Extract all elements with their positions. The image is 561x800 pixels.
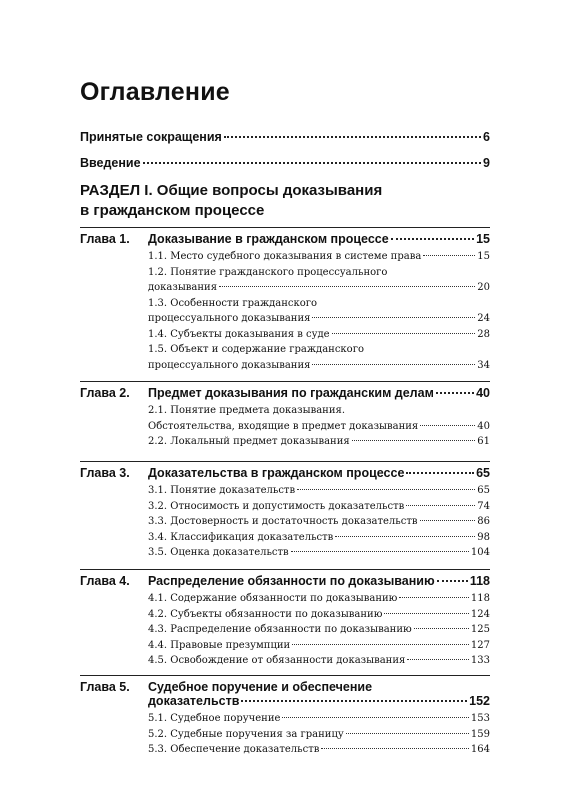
chapter-page: 118 xyxy=(469,574,490,588)
chapter-heading[interactable] xyxy=(80,574,490,588)
subsection-page: 86 xyxy=(477,516,490,527)
leader-dots xyxy=(219,286,475,287)
leader-dots xyxy=(399,597,469,598)
leader-dots xyxy=(420,425,475,426)
subsection-title: 3.1. Понятие доказательств xyxy=(148,485,296,496)
subsection-title: процессуального доказывания xyxy=(148,359,311,371)
leader-dots xyxy=(420,520,476,521)
chapter-title: Доказательства в гражданском процессе xyxy=(148,466,405,480)
subsection-page: 153 xyxy=(470,713,490,724)
chapter-heading[interactable] xyxy=(80,466,490,480)
subsection-page: 15 xyxy=(477,251,490,262)
chapter-divider xyxy=(80,675,490,676)
leader-dots xyxy=(292,644,469,645)
toc-entry-label: Введение xyxy=(80,156,141,170)
leader-dots xyxy=(143,162,481,164)
subsection-entry[interactable] xyxy=(148,638,490,654)
subsection-title: 1.4. Субъекты доказывания в суде xyxy=(148,328,330,340)
subsection-entry[interactable] xyxy=(148,591,490,607)
subsection-title: 3.4. Классификация доказательств xyxy=(148,531,334,543)
section-heading-line: РАЗДЕЛ I. Общие вопросы доказывания xyxy=(80,182,383,199)
subsection-title: процессуального доказывания xyxy=(148,313,311,324)
chapter-page: 152 xyxy=(469,694,490,708)
subsection-entry[interactable] xyxy=(148,711,490,727)
subsection-list xyxy=(148,591,490,669)
chapter-divider xyxy=(80,569,490,570)
subsection-title: 3.2. Относимость и допустимость доказательств xyxy=(148,500,405,512)
leader-dots xyxy=(436,392,474,394)
leader-dots xyxy=(332,333,476,334)
subsection-entry[interactable] xyxy=(148,742,490,758)
leader-dots xyxy=(282,717,468,718)
subsection-entry[interactable] xyxy=(148,296,490,327)
toc-entry-introduction[interactable] xyxy=(80,156,490,170)
chapter-heading[interactable] xyxy=(80,232,490,246)
subsection-entry[interactable] xyxy=(148,403,490,434)
chapter-block xyxy=(80,675,490,758)
toc-entry-label: Принятые сокращения xyxy=(80,130,222,144)
chapter-number: Глава 3. xyxy=(80,466,130,480)
subsection-title: 3.5. Оценка доказательств xyxy=(148,547,289,558)
subsection-title: 5.2. Судебные поручения за границу xyxy=(148,728,344,740)
toc-entry-page: 9 xyxy=(483,156,490,170)
subsection-page: 34 xyxy=(477,359,490,371)
subsection-title: 2.2. Локальный предмет доказывания xyxy=(148,436,350,447)
leader-dots xyxy=(384,613,469,614)
chapter-page: 15 xyxy=(476,232,490,246)
chapter-number: Глава 4. xyxy=(80,574,130,588)
subsection-page: 61 xyxy=(477,436,490,447)
subsection-page: 133 xyxy=(470,655,490,666)
leader-dots xyxy=(346,733,469,734)
leader-dots xyxy=(437,580,468,582)
subsection-page: 164 xyxy=(470,744,490,755)
subsection-entry[interactable] xyxy=(148,327,490,343)
subsection-entry[interactable] xyxy=(148,342,490,373)
chapter-divider xyxy=(80,227,490,228)
leader-dots xyxy=(312,317,475,318)
leader-dots xyxy=(352,440,476,441)
subsection-entry[interactable] xyxy=(148,249,490,265)
chapter-number: Глава 5. xyxy=(80,680,130,694)
subsection-entry[interactable] xyxy=(148,499,490,515)
chapter-page: 65 xyxy=(476,466,490,480)
subsection-entry[interactable] xyxy=(148,653,490,669)
subsection-title: 3.3. Достоверность и достаточность доказательств xyxy=(148,516,418,527)
subsection-entry[interactable] xyxy=(148,514,490,530)
subsection-page: 28 xyxy=(477,328,490,340)
chapter-title: Предмет доказывания по гражданским делам xyxy=(148,386,434,400)
subsection-entry[interactable] xyxy=(148,622,490,638)
subsection-page: 118 xyxy=(470,593,490,604)
subsection-page: 40 xyxy=(477,420,490,432)
chapter-heading[interactable] xyxy=(80,680,490,708)
subsection-list xyxy=(148,403,490,450)
leader-dots xyxy=(335,536,475,537)
subsection-title: 4.5. Освобождение от обязанности доказывания xyxy=(148,655,406,666)
leader-dots xyxy=(224,136,481,138)
subsection-entry[interactable] xyxy=(148,607,490,623)
chapter-block xyxy=(80,569,490,669)
leader-dots xyxy=(312,364,475,365)
subsection-title: 2.1. Понятие предмета доказывания. xyxy=(148,405,345,416)
subsection-title: 4.2. Субъекты обязанности по доказыванию xyxy=(148,608,383,620)
toc-entry-abbreviations[interactable] xyxy=(80,130,490,144)
subsection-page: 124 xyxy=(470,608,490,620)
subsection-title: 1.5. Объект и содержание гражданского xyxy=(148,344,364,355)
toc-entry-page: 6 xyxy=(483,130,490,144)
chapter-title: Распределение обязанности по доказыванию xyxy=(148,574,435,588)
subsection-page: 125 xyxy=(470,624,490,635)
chapter-number: Глава 2. xyxy=(80,386,130,400)
subsection-page: 74 xyxy=(477,500,490,512)
chapter-page: 40 xyxy=(476,386,490,400)
subsection-list xyxy=(148,249,490,373)
chapter-block xyxy=(80,227,490,373)
leader-dots xyxy=(406,505,475,506)
chapter-block xyxy=(80,381,490,450)
page-title: Оглавление xyxy=(80,78,230,106)
subsection-page: 65 xyxy=(477,485,490,496)
subsection-entry[interactable] xyxy=(148,434,490,450)
subsection-entry[interactable] xyxy=(148,727,490,743)
chapter-heading[interactable] xyxy=(80,386,490,400)
subsection-entry[interactable] xyxy=(148,530,490,546)
leader-dots xyxy=(414,628,469,629)
subsection-title: 5.3. Обеспечение доказательств xyxy=(148,744,320,755)
subsection-page: 98 xyxy=(477,531,490,543)
section-heading-line: в гражданском процессе xyxy=(80,202,265,219)
subsection-title: 5.1. Судебное поручение xyxy=(148,713,281,724)
leader-dots xyxy=(423,255,475,256)
leader-dots xyxy=(321,748,469,749)
subsection-title: 1.3. Особенности гражданского xyxy=(148,297,318,309)
subsection-page: 24 xyxy=(477,313,490,324)
leader-dots xyxy=(291,551,469,552)
subsection-list xyxy=(148,483,490,561)
chapter-divider xyxy=(80,461,490,462)
subsection-page: 20 xyxy=(477,282,490,293)
subsection-title: 4.4. Правовые презумпции xyxy=(148,639,291,651)
subsection-page: 159 xyxy=(470,728,490,740)
chapter-divider xyxy=(80,381,490,382)
subsection-title: доказывания xyxy=(148,282,218,293)
subsection-title: 4.3. Распределение обязанности по доказыванию xyxy=(148,624,412,635)
leader-dots xyxy=(407,659,469,660)
subsection-title: 1.2. Понятие гражданского процессуального xyxy=(148,266,388,278)
chapter-block xyxy=(80,461,490,561)
subsection-list xyxy=(148,711,490,758)
section-heading xyxy=(80,181,500,221)
subsection-title: Обстоятельства, входящие в предмет доказывания xyxy=(148,420,419,432)
subsection-title: 1.1. Место судебного доказывания в системе права xyxy=(148,251,422,262)
chapter-title: доказательств xyxy=(148,694,240,708)
subsection-entry[interactable] xyxy=(148,483,490,499)
leader-dots xyxy=(406,472,474,474)
leader-dots xyxy=(297,489,475,490)
leader-dots xyxy=(391,238,474,240)
subsection-title: 4.1. Содержание обязанности по доказыванию xyxy=(148,593,398,604)
chapter-title: Доказывание в гражданском процессе xyxy=(148,232,389,246)
subsection-page: 127 xyxy=(470,639,490,651)
chapter-number: Глава 1. xyxy=(80,232,130,246)
leader-dots xyxy=(241,700,467,702)
subsection-entry[interactable] xyxy=(148,545,490,561)
chapter-title: Судебное поручение и обеспечение xyxy=(148,680,373,694)
subsection-entry[interactable] xyxy=(148,265,490,296)
subsection-page: 104 xyxy=(470,547,490,558)
